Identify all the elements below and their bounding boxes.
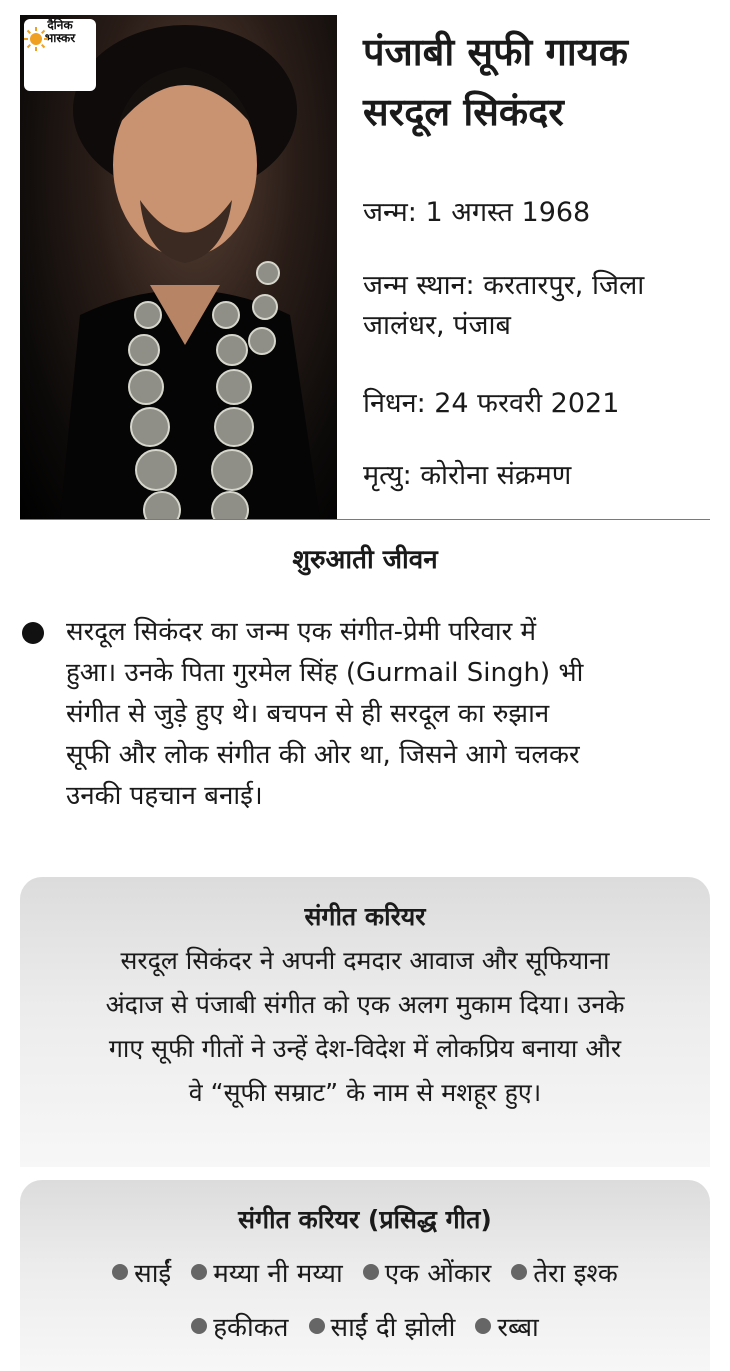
song-title: रब्बा (497, 1313, 539, 1343)
death-cause: मृत्यु: कोरोना संक्रमण (363, 460, 572, 491)
songs-box (20, 1180, 710, 1371)
song-title: साईं दी झोली (330, 1313, 456, 1343)
career-line: गाए सूफी गीतों ने उन्हें देश-विदेश में लोकप्रिय बनाया और (108, 1034, 622, 1063)
career-line: सरदूल सिकंदर ने अपनी दमदार आवाज और सूफियाना (120, 946, 610, 975)
songs-heading: संगीत करियर (प्रसिद्ध गीत) (238, 1205, 492, 1234)
section-divider (20, 519, 710, 520)
bullet-icon (112, 1264, 128, 1280)
song-item (475, 1308, 538, 1344)
title-line-2: सरदूल सिकंदर (363, 90, 564, 134)
song-title: मय्या नी मय्या (213, 1259, 343, 1289)
career-heading: संगीत करियर (304, 902, 426, 931)
early-life-line: सरदूल सिकंदर का जन्म एक संगीत-प्रेमी परिवार में (66, 617, 537, 647)
career-text (20, 933, 710, 1115)
bullet-icon (511, 1264, 527, 1280)
birth-place-line-1: जन्म स्थान: करतारपुर, जिला (363, 270, 645, 301)
death-date: निधन: 24 फरवरी 2021 (363, 388, 620, 419)
song-title: तेरा इश्क (533, 1259, 618, 1289)
song-item (309, 1308, 456, 1344)
logo-text-line2: भास्कर (44, 31, 76, 45)
early-life-text (66, 612, 716, 817)
birth-date: जन्म: 1 अगस्त 1968 (363, 197, 591, 228)
songs-row-2 (20, 1308, 710, 1344)
title-line-1: पंजाबी सूफी गायक (363, 30, 628, 74)
bullet-icon (475, 1318, 491, 1334)
song-item (191, 1308, 288, 1344)
bullet-icon (22, 622, 44, 644)
early-life-line: उनकी पहचान बनाई। (66, 781, 263, 811)
bullet-icon (191, 1264, 207, 1280)
newspaper-logo (24, 19, 96, 91)
song-item (511, 1254, 618, 1290)
song-title: हकीकत (213, 1313, 289, 1343)
early-life-line: संगीत से जुड़े हुए थे। बचपन से ही सरदूल का रुझान (66, 699, 550, 729)
bullet-icon (363, 1264, 379, 1280)
early-life-line: सूफी और लोक संगीत की ओर था, जिसने आगे चलकर (66, 740, 580, 770)
song-item (112, 1254, 171, 1290)
sun-logo-icon (24, 27, 48, 51)
profile-title (363, 22, 713, 142)
logo-text-line1: दैनिक (47, 18, 73, 32)
birth-place (363, 266, 713, 346)
songs-row-1 (20, 1254, 710, 1290)
bullet-icon (309, 1318, 325, 1334)
song-item (191, 1254, 342, 1290)
bullet-icon (191, 1318, 207, 1334)
career-line: अंदाज से पंजाबी संगीत को एक अलग मुकाम दिया। उनके (105, 990, 625, 1019)
birth-place-line-2: जालंधर, पंजाब (363, 310, 511, 341)
career-line: वे “सूफी सम्राट” के नाम से मशहूर हुए। (188, 1078, 542, 1107)
early-life-heading: शुरुआती जीवन (292, 545, 438, 575)
song-title: एक ओंकार (384, 1259, 492, 1289)
song-title: साईं (134, 1259, 172, 1289)
career-box (20, 877, 710, 1167)
early-life-line: हुआ। उनके पिता गुरमेल सिंह (Gurmail Singh) भी (66, 658, 584, 688)
song-item (363, 1254, 492, 1290)
singer-photo (20, 15, 337, 519)
